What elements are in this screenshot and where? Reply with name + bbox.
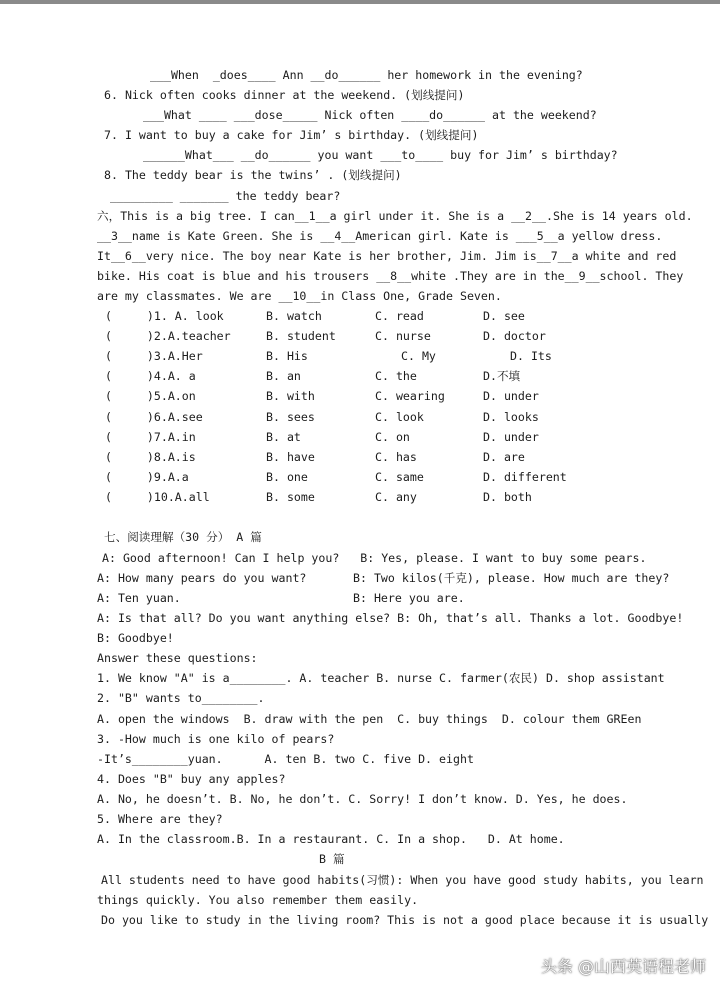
question-line: 4. Does "B" buy any apples?: [97, 772, 286, 786]
passage-line: are my classmates. We are __10__in Class One, Grade Seven.: [97, 289, 502, 303]
option-number: ( )4.A. a: [105, 369, 196, 383]
section-heading: B 篇: [319, 852, 345, 866]
question-line: 5. Where are they?: [97, 812, 223, 826]
option-d: D. both: [483, 490, 532, 504]
text-line: ______What___ __do______ you want ___to____ buy for Jim’ s birthday?: [143, 148, 618, 162]
option-number: ( )2.A.teacher: [105, 329, 231, 343]
dialogue-line: A: Good afternoon! Can I help you? B: Yes, please. I want to buy some pears.: [102, 551, 647, 565]
option-d: D.不填: [483, 369, 521, 383]
question-line: A. In the classroom.B. In a restaurant. C. In a shop. D. At home.: [97, 832, 565, 846]
top-border: [0, 0, 720, 4]
option-b: B. have: [266, 450, 315, 464]
option-d: D. under: [483, 430, 539, 444]
text-line: 6. Nick often cooks dinner at the weekend. (划线提问): [104, 88, 465, 102]
question-line: 3. -How much is one kilo of pears?: [97, 732, 335, 746]
question-line: A. open the windows B. draw with the pen C. buy things D. colour them GREen: [97, 712, 642, 726]
passage-line: __3__name is Kate Green. She is __4__American girl. Kate is ___5__a yellow dress.: [97, 229, 663, 243]
text-line: 7. I want to buy a cake for Jim’ s birthday. (划线提问): [104, 128, 479, 142]
option-d: D. looks: [483, 410, 539, 424]
option-c: C. on: [375, 430, 410, 444]
option-b: B. with: [266, 389, 315, 403]
option-c: C. wearing: [375, 389, 445, 403]
option-d: D. doctor: [483, 329, 546, 343]
option-d: D. under: [483, 389, 539, 403]
option-c: C. My: [401, 349, 436, 363]
passage-line: things quickly. You also remember them easily.: [97, 893, 419, 907]
question-heading: Answer these questions:: [97, 651, 258, 665]
passage-line: All students need to have good habits(习惯): When you have good study habits, you learn: [101, 873, 704, 887]
option-d: D. different: [483, 470, 567, 484]
question-line: A. No, he doesn’t. B. No, he don’t. C. Sorry! I don’t know. D. Yes, he does.: [97, 792, 628, 806]
text-line: _________ _______ the teddy bear?: [110, 189, 341, 203]
question-line: 2. "B" wants to________.: [97, 691, 265, 705]
text-line: ___When _does____ Ann __do______ her homework in the evening?: [150, 68, 583, 82]
watermark-text: 头条 @山西英语程老师: [540, 957, 706, 976]
dialogue-line: A: Is that all? Do you want anything else? B: Oh, that’s all. Thanks a lot. Goodbye!: [97, 611, 684, 625]
option-c: C. nurse: [375, 329, 431, 343]
option-d: D. are: [483, 450, 525, 464]
option-c: C. look: [375, 410, 424, 424]
option-b: B. His: [266, 349, 308, 363]
option-number: ( )3.A.Her: [105, 349, 203, 363]
question-line: -It’s________yuan. A. ten B. two C. five D. eight: [97, 752, 474, 766]
option-c: C. read: [375, 309, 424, 323]
option-c: C. the: [375, 369, 417, 383]
option-b: B. some: [266, 490, 315, 504]
option-c: C. same: [375, 470, 424, 484]
dialogue-line: B: Goodbye!: [97, 631, 174, 645]
passage-line: bike. His coat is blue and his trousers __8__white .They are in the__9__school. They: [97, 269, 684, 283]
option-number: ( )6.A.see: [105, 410, 203, 424]
dialogue-line: A: How many pears do you want?: [97, 571, 307, 585]
option-number: ( )1. A. look: [105, 309, 224, 323]
option-number: ( )9.A.a: [105, 470, 189, 484]
passage-line: 六，This is a big tree. I can__1__a girl under it. She is a __2__.She is 14 years old.: [97, 209, 693, 223]
text-line: 8. The teddy bear is the twins’ . (划线提问): [104, 168, 402, 182]
option-b: B. at: [266, 430, 301, 444]
option-number: ( )7.A.in: [105, 430, 196, 444]
option-b: B. an: [266, 369, 301, 383]
option-c: C. has: [375, 450, 417, 464]
option-c: C. any: [375, 490, 417, 504]
question-line: 1. We know "A" is a________. A. teacher B. nurse C. farmer(农民) D. shop assistant: [97, 671, 665, 685]
option-b: B. sees: [266, 410, 315, 424]
passage-line: Do you like to study in the living room? This is not a good place because it is usually: [101, 913, 709, 927]
text-line: ___What ____ ___dose_____ Nick often ____do______ at the weekend?: [143, 108, 597, 122]
passage-line: It__6__very nice. The boy near Kate is her brother, Jim. Jim is__7__a white and red: [97, 249, 677, 263]
option-number: ( )8.A.is: [105, 450, 196, 464]
option-number: ( )5.A.on: [105, 389, 196, 403]
dialogue-line: A: Ten yuan.: [97, 591, 181, 605]
option-b: B. one: [266, 470, 308, 484]
option-b: B. student: [266, 329, 336, 343]
option-d: D. Its: [510, 349, 552, 363]
option-b: B. watch: [266, 309, 322, 323]
section-heading: 七、阅读理解（30 分） A 篇: [104, 530, 262, 544]
dialogue-line: B: Two kilos(千克), please. How much are they?: [353, 571, 670, 585]
option-d: D. see: [483, 309, 525, 323]
option-number: ( )10.A.all: [105, 490, 210, 504]
dialogue-line: B: Here you are.: [353, 591, 465, 605]
